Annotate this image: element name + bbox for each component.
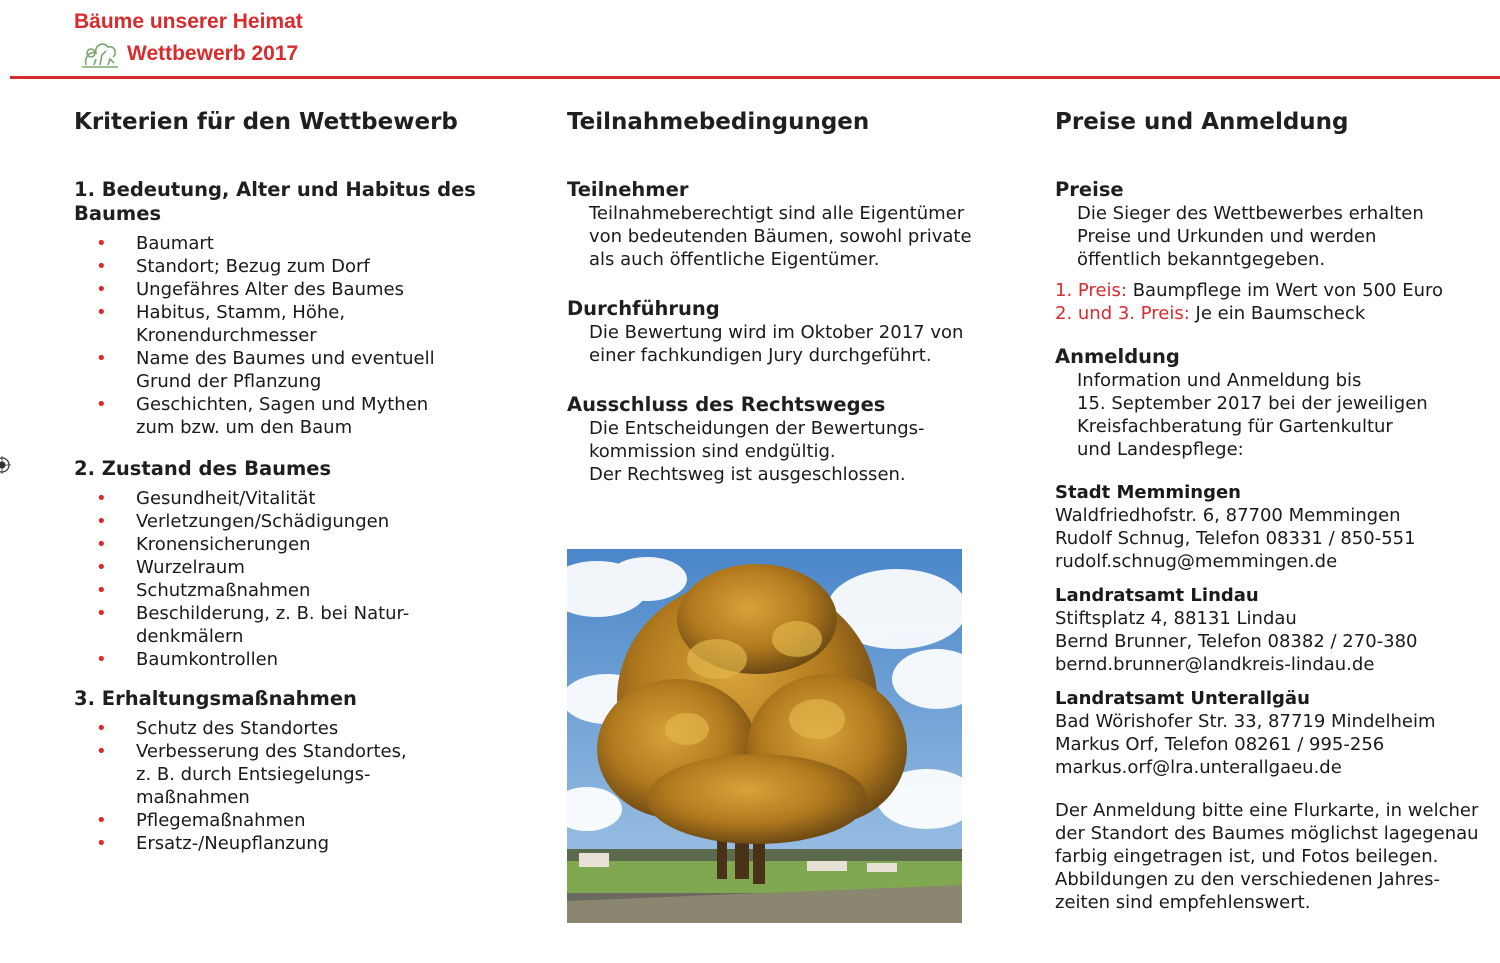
list-item: • Standort; Bezug zum Dorf [74,255,514,278]
preise-heading: Preise [1055,178,1124,201]
list-item: • Gesundheit/Vitalität [74,487,514,510]
prize-2-text: Je ein Baumscheck [1189,303,1366,324]
teilnehmer-heading: Teilnehmer [567,178,689,201]
prize-1-label: 1. Preis: [1055,280,1127,301]
conditions-title: Teilnahmebedingungen [567,109,870,135]
durchfuehrung-text: Die Bewertung wird im Oktober 2017 von einer fachkundigen Jury durchgeführt. [589,322,964,366]
prize-2 [1055,302,1495,325]
email-link[interactable]: bernd.brunner@landkreis-lindau.de [1055,654,1375,675]
list-item: • Beschilderung, z. B. bei Natur- denkmälern [74,602,514,648]
list-item: • Schutzmaßnahmen [74,579,514,602]
list-item: • Kronensicherungen [74,533,514,556]
anmeldung-text: Information und Anmeldung bis 15. September 2017 bei der jeweiligen Kreisfachberatung für Gartenkultur und Landespflege: [1077,370,1428,460]
anmeldung-heading: Anmeldung [1055,345,1180,368]
office-unterallgaeu: Landratsamt Unterallgäu Bad Wörishofer Str. 33, 87719 Mindelheim Markus Orf, Telefon 08261 / 995-256 markus.orf@lra.unterallgaeu.de [1055,687,1495,779]
header-title-line2: Wettbewerb 2017 [127,42,299,65]
office-lindau: Landratsamt Lindau Stiftsplatz 4, 88131 Lindau Bernd Brunner, Telefon 08382 / 270-380 bernd.brunner@landkreis-lindau.de [1055,584,1495,676]
header-divider [10,76,1500,79]
rechtsweg-text: Die Entscheidungen der Bewertungs- kommission sind endgültig. Der Rechtsweg ist ausgeschlossen. [589,418,925,485]
criteria-title: Kriterien für den Wettbewerb [74,109,458,135]
preise-text: Die Sieger des Wettbewerbes erhalten Preise und Urkunden und werden öffentlich bekanntgegeben. [1077,203,1424,270]
email-link[interactable]: markus.orf@lra.unterallgaeu.de [1055,757,1342,778]
list-item: • Name des Baumes und eventuell Grund der Pflanzung [74,347,514,393]
list-item: • Wurzelraum [74,556,514,579]
conditions-column [567,108,987,486]
prize-2-label: 2. und 3. Preis: [1055,303,1190,324]
durchfuehrung-heading: Durchführung [567,297,720,320]
office-memmingen: Stadt Memmingen Waldfriedhofstr. 6, 87700 Memmingen Rudolf Schnug, Telefon 08331 / 850-551 rudolf.schnug@memmingen.de [1055,481,1495,573]
criteria-list-1 [74,232,514,439]
list-item: • Ungefähres Alter des Baumes [74,278,514,301]
tree-logo-icon [80,33,122,73]
criteria-heading-2: 2. Zustand des Baumes [74,457,332,480]
prizes-title: Preise und Anmeldung [1055,109,1349,135]
prize-1-text: Baumpflege im Wert von 500 Euro [1126,280,1443,301]
criteria-list-3 [74,717,514,855]
list-item: • Geschichten, Sagen und Mythen zum bzw. um den Baum [74,393,514,439]
prize-1 [1055,279,1495,302]
criteria-list-2 [74,487,514,671]
email-link[interactable]: rudolf.schnug@memmingen.de [1055,551,1338,572]
autumn-chestnut-tree-photo [567,549,962,923]
list-item: • Baumart [74,232,514,255]
list-item: • Ersatz-/Neupflanzung [74,832,514,855]
list-item: • Schutz des Standortes [74,717,514,740]
list-item: • Verletzungen/Schädigungen [74,510,514,533]
list-item: • Baumkontrollen [74,648,514,671]
list-item: • Habitus, Stamm, Höhe, Kronendurchmesser [74,301,514,347]
list-item: • Verbesserung des Standortes, z. B. durch Entsiegelungs- maßnahmen [74,740,514,809]
closing-text: Der Anmeldung bitte eine Flurkarte, in welcher der Standort des Baumes möglichst lagegenau farbig eingetragen ist, und Fotos beilegen. Abbildungen zu den verschiedenen Jahres- zeiten sind empfehlenswert. [1055,800,1479,913]
criteria-heading-1: 1. Bedeutung, Alter und Habitus des Baumes [74,178,476,225]
list-item: • Pflegemaßnahmen [74,809,514,832]
teilnehmer-text: Teilnahmeberechtigt sind alle Eigentümer von bedeutenden Bäumen, sowohl private als auch öffentliche Eigentümer. [589,203,972,270]
header-title-line1: Bäume unserer Heimat [74,10,303,33]
prizes-column [1055,108,1495,914]
criteria-column [74,108,514,855]
rechtsweg-heading: Ausschluss des Rechtsweges [567,393,886,416]
criteria-heading-3: 3. Erhaltungsmaßnahmen [74,687,357,710]
crosshair-icon [0,456,11,474]
